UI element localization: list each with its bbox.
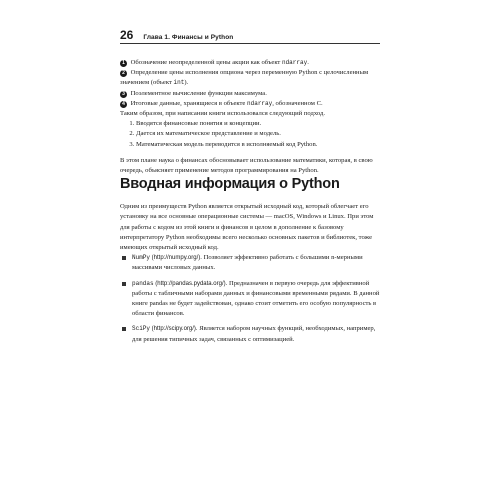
callout-3: 3 Поэлементное вычисление функции максимума.: [120, 89, 382, 99]
list-item: [120, 324, 382, 344]
header-rule: [120, 43, 380, 44]
package-description: Предназначен в первую очередь для эффективной работы с табличными наборами данных и финансовыми временными рядами. В данной книге pandas не будет задействован, однако стоит отметить его особую популярность в области финансов.: [132, 279, 380, 318]
callout-number-icon: 4: [120, 101, 127, 108]
package-link[interactable]: (http://pandas.pydata.org/).: [155, 280, 228, 287]
chapter-title: Глава 1. Финансы и Python: [143, 34, 234, 41]
bullet-square-icon: [122, 282, 126, 286]
bullet-square-icon: [122, 327, 126, 331]
callout-1: 1 Обозначение неопределенной цены акции как объект ndarray.: [120, 58, 382, 68]
page-body: [120, 58, 382, 350]
list-item: 1. Вводятся финансовые понятия и концепции.: [136, 119, 382, 129]
package-link[interactable]: (http://numpy.org/).: [151, 255, 202, 262]
package-name: pandas: [132, 279, 154, 287]
code-span: ndarray: [281, 59, 308, 66]
package-description: Является набором научных функций, необходимых, например, для решения типичных задач, связанных с оптимизацией.: [132, 325, 376, 343]
body-paragraph: В этом плане наука о финансах обосновывает использование математики, которая, в свою очередь, объясняет применение методов программирования на Python.: [120, 156, 373, 175]
section-heading: Вводная информация о Python: [120, 176, 340, 193]
package-link[interactable]: (http://scipy.org/).: [151, 326, 198, 333]
list-item: [120, 253, 382, 273]
package-name: NumPy: [132, 254, 151, 262]
list-item: [120, 279, 382, 320]
list-item: 2. Дается их математическое представление и модель.: [136, 129, 382, 139]
bullet-square-icon: [122, 256, 126, 260]
list-item: 3. Математическая модель переводится в исполняемый код Python.: [136, 140, 382, 150]
callout-4: 4 Итоговые данные, хранящиеся в объекте ndarray, обозначенном C.: [120, 99, 382, 109]
callout-number-icon: 2: [120, 70, 127, 77]
code-span: int: [173, 79, 185, 87]
intro-paragraph: Одним из преимуществ Python является открытый исходный код, который облегчает его установку на все основные операционные системы — macOS, Windows и Linux. При этом для работы с кодом из этой книги и финансов в целом в дополнение к базовому интерпретатору Python необходимы всего несколько основных пакетов и библиотек, тоже имеющих открытый исходный код.: [120, 203, 374, 252]
package-name: SciPy: [132, 325, 151, 333]
callout-2: 2 Определение цены исполнения опциона через переменную Python с целочисленным значением (объект int).: [120, 69, 369, 87]
callout-number-icon: 1: [120, 60, 127, 67]
running-header: [120, 28, 380, 42]
packages-list: [120, 253, 382, 345]
code-span: ndarray: [247, 99, 273, 107]
callout-number-icon: 3: [120, 91, 127, 98]
page-number: 26: [120, 28, 134, 42]
steps-list: [120, 119, 382, 150]
package-description: Позволяет эффективно работать с большими n-мерными массивами числовых данных.: [132, 254, 363, 272]
summary-paragraph: Таким образом, при написании книги использовался следующий подход.: [120, 110, 325, 118]
